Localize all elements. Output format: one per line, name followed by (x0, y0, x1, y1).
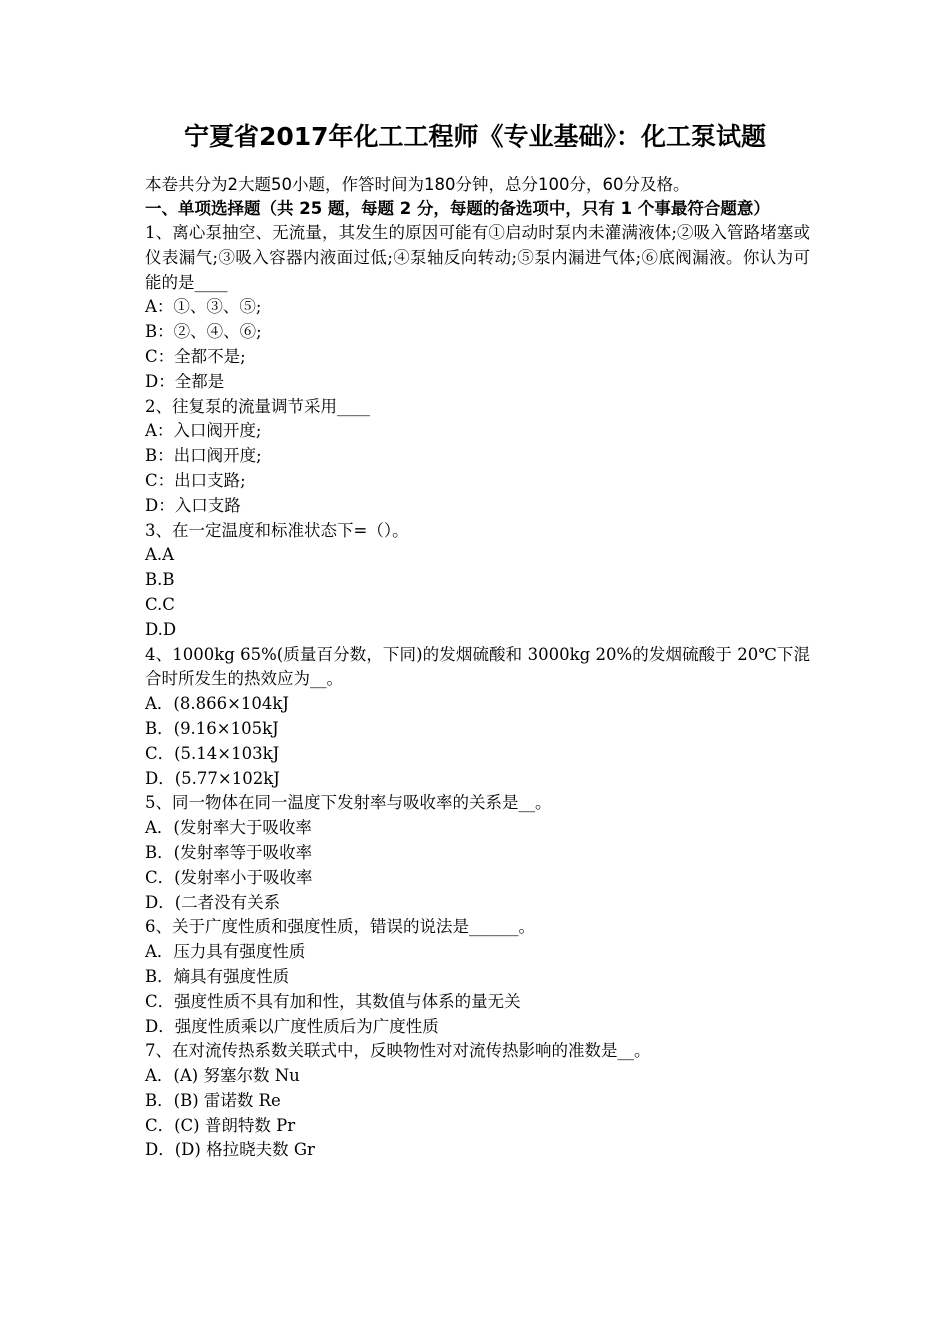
exam-intro: 本卷共分为2大题50小题，作答时间为180分钟，总分100分，60分及格。 (145, 175, 690, 194)
option-c: C．(5.14×103kJ (145, 743, 280, 763)
option-d: D.D (145, 619, 177, 639)
question-7 (145, 1039, 810, 1163)
option-c: C．强度性质不具有加和性，其数值与体系的量无关 (145, 991, 521, 1011)
option-c: C：出口支路; (145, 470, 246, 490)
section-heading: 一、单项选择题（共 25 题，每题 2 分，每题的备选项中，只有 1 个事最符合题意） (145, 199, 770, 218)
question-6 (145, 915, 810, 1039)
question-1 (145, 221, 810, 395)
question-text: 3、在一定温度和标准状态下=（）。 (145, 520, 409, 540)
question-text: 5、同一物体在同一温度下发射率与吸收率的关系是__。 (145, 793, 552, 813)
option-d: D：全都是 (145, 371, 225, 391)
option-a: A：入口阀开度; (145, 421, 262, 441)
question-2 (145, 395, 810, 519)
option-c: C.C (145, 594, 175, 614)
option-d: D．(5.77×102kJ (145, 768, 280, 788)
option-c: C：全都不是; (145, 346, 246, 366)
option-d: D：入口支路 (145, 495, 241, 515)
question-4 (145, 643, 810, 792)
question-3 (145, 519, 810, 643)
option-b: B．(9.16×105kJ (145, 718, 279, 738)
option-a: A．(A) 努塞尔数 Nu (145, 1066, 300, 1086)
question-5 (145, 791, 810, 915)
option-a: A：①、③、⑤; (145, 297, 262, 317)
option-d: D．(D) 格拉晓夫数 Gr (145, 1140, 315, 1160)
option-a: A.A (145, 545, 175, 565)
option-b: B．熵具有强度性质 (145, 966, 290, 986)
option-d: D．强度性质乘以广度性质后为广度性质 (145, 1016, 439, 1036)
document-body (145, 172, 810, 1163)
option-b: B.B (145, 570, 175, 590)
option-c: C．(C) 普朗特数 Pr (145, 1115, 296, 1135)
option-d: D．(二者没有关系 (145, 892, 281, 912)
option-b: B．(B) 雷诺数 Re (145, 1090, 281, 1110)
question-text: 6、关于广度性质和强度性质，错误的说法是______。 (145, 917, 535, 937)
option-a: A．(8.866×104kJ (145, 694, 290, 714)
question-text: 2、往复泵的流量调节采用____ (145, 396, 370, 416)
option-c: C．(发射率小于吸收率 (145, 867, 313, 887)
question-text: 7、在对流传热系数关联式中，反映物性对对流传热影响的准数是__。 (145, 1041, 651, 1061)
document-title: 宁夏省2017年化工工程师《专业基础》：化工泵试题 (183, 122, 767, 151)
option-a: A．(发射率大于吸收率 (145, 818, 312, 838)
question-text: 4、1000kg 65%(质量百分数，下同)的发烟硫酸和 3000kg 20%的发烟硫酸于 20℃下混合时所发生的热效应为__。 (145, 644, 810, 689)
option-b: B．(发射率等于吸收率 (145, 842, 313, 862)
option-b: B：②、④、⑥; (145, 322, 262, 342)
option-b: B：出口阀开度; (145, 446, 262, 466)
option-a: A．压力具有强度性质 (145, 942, 306, 962)
question-text: 1、离心泵抽空、无流量，其发生的原因可能有①启动时泵内未灌满液体;②吸入管路堵塞或仪表漏气;③吸入容器内液面过低;④泵轴反向转动;⑤泵内漏进气体;⑥底阀漏液。你认为可能的是____ (145, 223, 810, 292)
